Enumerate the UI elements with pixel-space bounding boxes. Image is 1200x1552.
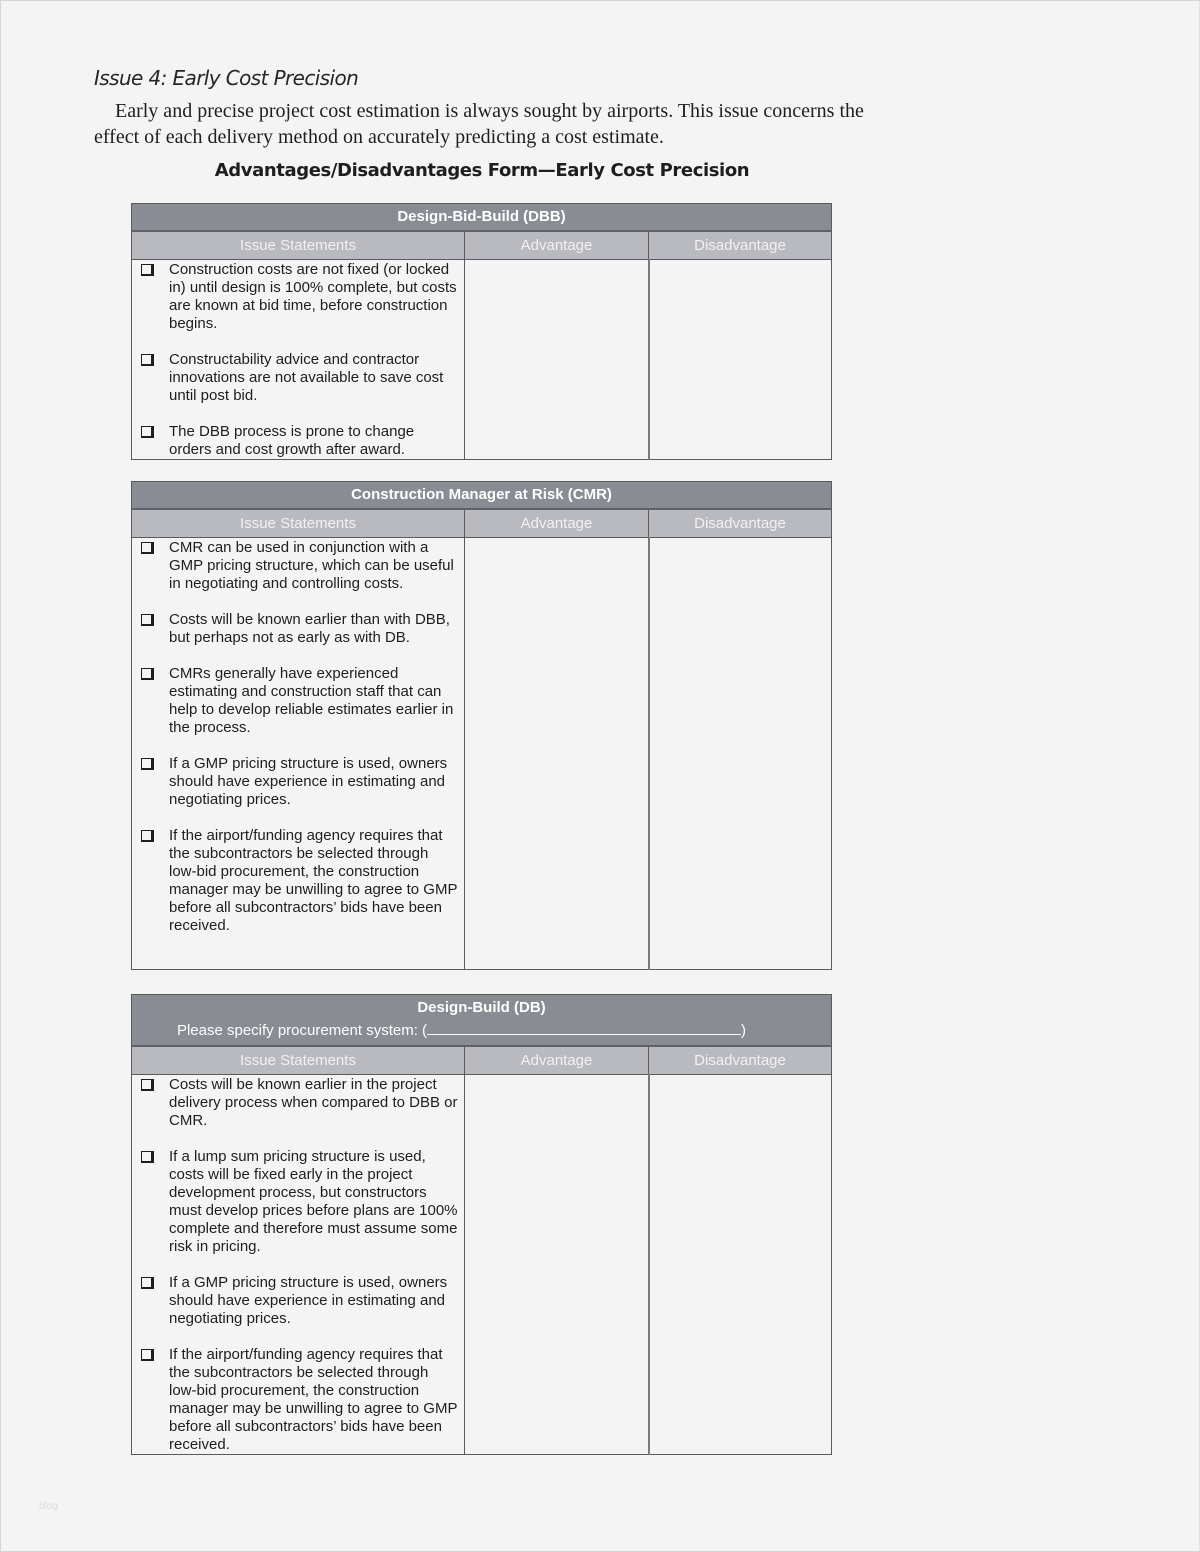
col-issue-statements: Issue Statements [132,231,465,260]
column-header-row [132,1046,832,1075]
method-header [132,204,832,232]
statement-item [132,1148,464,1256]
column-header-row [132,231,832,260]
statement-text: Costs will be known earlier than with DBB, but perhaps not as early as with DB. [169,611,450,646]
col-disadvantage: Disadvantage [649,1046,832,1075]
table-row [132,538,832,970]
col-disadvantage: Disadvantage [649,509,832,538]
procurement-system-field[interactable] [427,1022,741,1035]
checkbox-icon[interactable] [141,542,154,554]
checkbox-icon[interactable] [141,354,154,366]
table-row [132,1075,832,1455]
checkbox-icon[interactable] [141,668,154,680]
method-name: Design-Build (DB) [417,999,546,1016]
form-title: Advantages/Disadvantages Form—Early Cost Precision [214,160,750,181]
method-header [132,482,832,510]
statement-item [132,827,464,935]
statement-text: If a GMP pricing structure is used, owners should have experience in estimating and negotiating prices. [169,755,448,808]
issue-statements-cell [132,260,465,460]
intro-paragraph: Early and precise project cost estimation is always sought by airports. This issue concerns the effect of each delivery method on accurately predicting a cost estimate. [94,100,864,148]
db-table [131,994,832,1455]
procurement-close-paren: ) [741,1022,747,1039]
statement-item [132,1274,464,1328]
statement-item [132,665,464,737]
col-issue-statements: Issue Statements [132,1046,465,1075]
checkbox-icon[interactable] [141,614,154,626]
checkbox-icon[interactable] [141,830,154,842]
issue-statements-cell [132,538,465,970]
table-row [132,260,832,460]
statement-item [132,261,464,333]
col-advantage: Advantage [465,509,649,538]
statement-item [132,423,464,459]
disadvantage-cell[interactable] [649,260,832,460]
checkbox-icon[interactable] [141,1277,154,1289]
statement-text: If a GMP pricing structure is used, owners should have experience in estimating and negotiating prices. [169,1274,448,1327]
issue-statements-cell [132,1075,465,1455]
cmr-table [131,481,832,970]
statement-text: CMRs generally have experienced estimating and construction staff that can help to develop reliable estimates earlier in the process. [169,665,454,736]
statement-text: Costs will be known earlier in the project delivery process when compared to DBB or CMR. [169,1076,458,1129]
statement-text: CMR can be used in conjunction with a GMP pricing structure, which can be useful in negotiating and controlling costs. [169,539,454,592]
statement-text: If the airport/funding agency requires that the subcontractors be selected through low-bid procurement, the construction manager may be unwilling to agree to GMP before all subcontractors’ bids have been received. [169,827,458,934]
statement-item [132,611,464,647]
checkbox-icon[interactable] [141,1151,154,1163]
statement-text: Construction costs are not fixed (or locked in) until design is 100% complete, but costs are known at bid time, before construction begins. [169,261,457,332]
disadvantage-cell[interactable] [649,538,832,970]
issue-title: Issue 4: Early Cost Precision [94,66,359,90]
statement-text: Constructability advice and contractor innovations are not available to save cost until post bid. [169,351,444,404]
checkbox-icon[interactable] [141,1349,154,1361]
method-name: Construction Manager at Risk (CMR) [351,486,612,503]
dbb-table [131,203,832,460]
procurement-prompt [132,1021,831,1045]
col-disadvantage: Disadvantage [649,231,832,260]
advantage-cell[interactable] [465,1075,649,1455]
statement-item [132,755,464,809]
col-advantage: Advantage [465,1046,649,1075]
watermark: blog [39,1501,58,1512]
statement-item [132,351,464,405]
column-header-row [132,509,832,538]
procurement-label: Please specify procurement system: ( [176,1022,428,1039]
statement-text: If a lump sum pricing structure is used, costs will be fixed early in the project development process, but constructors must develop prices before plans are 100% complete and therefore must assume some risk in pricing. [169,1148,458,1255]
checkbox-icon[interactable] [141,758,154,770]
statement-item [132,1076,464,1130]
checkbox-icon[interactable] [141,264,154,276]
disadvantage-cell[interactable] [649,1075,832,1455]
method-name: Design-Bid-Build (DBB) [397,208,566,225]
method-header [132,995,832,1047]
advantage-cell[interactable] [465,260,649,460]
col-advantage: Advantage [465,231,649,260]
statement-text: If the airport/funding agency requires that the subcontractors be selected through low-bid procurement, the construction manager may be unwilling to agree to GMP before all subcontractors’ bids have been received. [169,1346,458,1453]
statement-item [132,539,464,593]
checkbox-icon[interactable] [141,1079,154,1091]
statement-text: The DBB process is prone to change orders and cost growth after award. [169,423,415,458]
statement-item [132,1346,464,1454]
advantage-cell[interactable] [465,538,649,970]
col-issue-statements: Issue Statements [132,509,465,538]
checkbox-icon[interactable] [141,426,154,438]
